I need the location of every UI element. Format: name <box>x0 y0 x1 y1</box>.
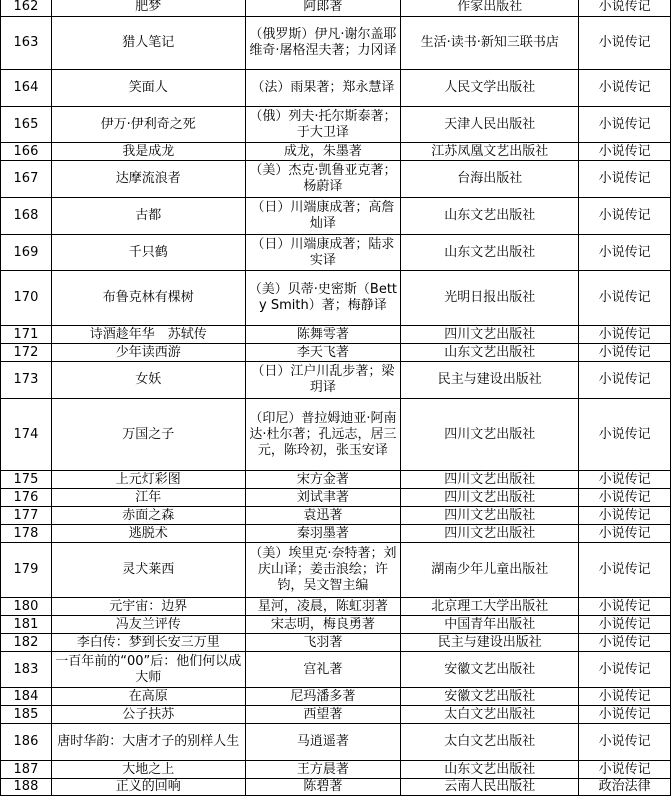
author-cell: （日）川端康成著；陆求实译 <box>245 235 401 271</box>
title-cell: 诗酒趁年华 苏轼传 <box>51 326 245 344</box>
author-cell: 袁迅著 <box>245 507 401 525</box>
author-cell: 西望著 <box>245 706 401 724</box>
no-cell: 165 <box>1 107 52 143</box>
category-cell: 小说传记 <box>579 399 671 471</box>
table-row <box>1 198 671 235</box>
category-cell: 小说传记 <box>579 0 671 17</box>
publisher-cell: 安徽文艺出版社 <box>401 652 579 688</box>
no-cell: 177 <box>1 507 52 525</box>
table-row <box>1 161 671 198</box>
category-cell: 小说传记 <box>579 761 671 779</box>
publisher-cell: 四川文艺出版社 <box>401 399 579 471</box>
publisher-cell: 作家出版社 <box>401 0 579 17</box>
category-cell: 小说传记 <box>579 543 671 598</box>
no-cell: 180 <box>1 598 52 616</box>
author-cell: （法）雨果著；郑永慧译 <box>245 70 401 107</box>
author-cell: （俄罗斯）伊凡·谢尔盖耶维奇·屠格涅夫著；力冈译 <box>245 17 401 70</box>
author-cell: 阿郎著 <box>245 0 401 17</box>
publisher-cell: 四川文艺出版社 <box>401 525 579 543</box>
no-cell: 185 <box>1 706 52 724</box>
title-cell: 女妖 <box>51 362 245 399</box>
publisher-cell: 湖南少年儿童出版社 <box>401 543 579 598</box>
no-cell: 169 <box>1 235 52 271</box>
category-cell: 小说传记 <box>579 326 671 344</box>
no-cell: 187 <box>1 761 52 779</box>
no-cell: 167 <box>1 161 52 198</box>
publisher-cell: 民主与建设出版社 <box>401 634 579 652</box>
no-cell: 175 <box>1 471 52 489</box>
category-cell: 小说传记 <box>579 688 671 706</box>
no-cell: 173 <box>1 362 52 399</box>
category-cell: 小说传记 <box>579 652 671 688</box>
publisher-cell: 山东文艺出版社 <box>401 198 579 235</box>
table-row <box>1 362 671 399</box>
table-row <box>1 724 671 761</box>
no-cell: 181 <box>1 616 52 634</box>
table-row <box>1 634 671 652</box>
author-cell: （印尼）普拉姆迪亚·阿南达·杜尔著；孔远志，居三元，陈玲初，张玉安译 <box>245 399 401 471</box>
table-row <box>1 17 671 70</box>
table-row <box>1 399 671 471</box>
publisher-cell: 四川文艺出版社 <box>401 507 579 525</box>
publisher-cell: 四川文艺出版社 <box>401 326 579 344</box>
publisher-cell: 天津人民出版社 <box>401 107 579 143</box>
title-cell: 在高原 <box>51 688 245 706</box>
category-cell: 小说传记 <box>579 507 671 525</box>
table-row <box>1 143 671 161</box>
table-row <box>1 507 671 525</box>
table-row <box>1 779 671 796</box>
table-body <box>1 0 671 796</box>
table-row <box>1 652 671 688</box>
author-cell: （俄）列夫·托尔斯泰著；于大卫译 <box>245 107 401 143</box>
author-cell: （美）埃里克·奈特著；刘庆山译；姜击浪绘；许钧，吴文智主编 <box>245 543 401 598</box>
author-cell: 星河，凌晨，陈虹羽著 <box>245 598 401 616</box>
title-cell: 少年读西游 <box>51 344 245 362</box>
category-cell: 小说传记 <box>579 489 671 507</box>
author-cell: 宫礼著 <box>245 652 401 688</box>
category-cell: 小说传记 <box>579 235 671 271</box>
no-cell: 186 <box>1 724 52 761</box>
table-row <box>1 525 671 543</box>
author-cell: 飞羽著 <box>245 634 401 652</box>
publisher-cell: 安徽文艺出版社 <box>401 688 579 706</box>
category-cell: 小说传记 <box>579 471 671 489</box>
no-cell: 172 <box>1 344 52 362</box>
title-cell: 我是成龙 <box>51 143 245 161</box>
no-cell: 174 <box>1 399 52 471</box>
category-cell: 小说传记 <box>579 616 671 634</box>
publisher-cell: 中国青年出版社 <box>401 616 579 634</box>
author-cell: （美）贝蒂·史密斯（Betty Smith）著；梅静译 <box>245 271 401 326</box>
publisher-cell: 民主与建设出版社 <box>401 362 579 399</box>
table-row <box>1 598 671 616</box>
table-row <box>1 706 671 724</box>
publisher-cell: 光明日报出版社 <box>401 271 579 326</box>
no-cell: 182 <box>1 634 52 652</box>
title-cell: 灵犬莱西 <box>51 543 245 598</box>
title-cell: 公子扶苏 <box>51 706 245 724</box>
title-cell: 江年 <box>51 489 245 507</box>
publisher-cell: 四川文艺出版社 <box>401 489 579 507</box>
category-cell: 小说传记 <box>579 525 671 543</box>
title-cell: 上元灯彩图 <box>51 471 245 489</box>
category-cell: 小说传记 <box>579 724 671 761</box>
title-cell: 达摩流浪者 <box>51 161 245 198</box>
table-row <box>1 235 671 271</box>
title-cell: 笑面人 <box>51 70 245 107</box>
no-cell: 162 <box>1 0 52 17</box>
author-cell: 刘试聿著 <box>245 489 401 507</box>
title-cell: 冯友兰评传 <box>51 616 245 634</box>
no-cell: 176 <box>1 489 52 507</box>
table-row <box>1 616 671 634</box>
category-cell: 小说传记 <box>579 271 671 326</box>
category-cell: 小说传记 <box>579 198 671 235</box>
title-cell: 唐时华韵：大唐才子的别样人生 <box>51 724 245 761</box>
title-cell: 赤面之森 <box>51 507 245 525</box>
title-cell: 肥梦 <box>51 0 245 17</box>
publisher-cell: 江苏凤凰文艺出版社 <box>401 143 579 161</box>
title-cell: 元宇宙：边界 <box>51 598 245 616</box>
no-cell: 179 <box>1 543 52 598</box>
no-cell: 184 <box>1 688 52 706</box>
publisher-cell: 人民文学出版社 <box>401 70 579 107</box>
no-cell: 170 <box>1 271 52 326</box>
author-cell: （日）江户川乱步著；梁玥译 <box>245 362 401 399</box>
table-row <box>1 543 671 598</box>
author-cell: 王方晨著 <box>245 761 401 779</box>
no-cell: 188 <box>1 779 52 796</box>
author-cell: 宋志明，梅良勇著 <box>245 616 401 634</box>
category-cell: 小说传记 <box>579 70 671 107</box>
title-cell: 布鲁克林有棵树 <box>51 271 245 326</box>
publisher-cell: 北京理工大学出版社 <box>401 598 579 616</box>
author-cell: （美）杰克·凯鲁亚克著；杨蔚译 <box>245 161 401 198</box>
category-cell: 小说传记 <box>579 344 671 362</box>
no-cell: 166 <box>1 143 52 161</box>
category-cell: 小说传记 <box>579 107 671 143</box>
category-cell: 小说传记 <box>579 17 671 70</box>
title-cell: 大地之上 <box>51 761 245 779</box>
category-cell: 小说传记 <box>579 598 671 616</box>
publisher-cell: 云南人民出版社 <box>401 779 579 796</box>
category-cell: 小说传记 <box>579 161 671 198</box>
author-cell: 秦羽墨著 <box>245 525 401 543</box>
category-cell: 小说传记 <box>579 362 671 399</box>
title-cell: 猎人笔记 <box>51 17 245 70</box>
table-row <box>1 0 671 17</box>
title-cell: 逃脱术 <box>51 525 245 543</box>
no-cell: 168 <box>1 198 52 235</box>
table-row <box>1 761 671 779</box>
table-row <box>1 688 671 706</box>
category-cell: 小说传记 <box>579 634 671 652</box>
publisher-cell: 四川文艺出版社 <box>401 471 579 489</box>
title-cell: 正义的回响 <box>51 779 245 796</box>
publisher-cell: 台海出版社 <box>401 161 579 198</box>
no-cell: 171 <box>1 326 52 344</box>
category-cell: 小说传记 <box>579 143 671 161</box>
table-row <box>1 326 671 344</box>
publisher-cell: 山东文艺出版社 <box>401 344 579 362</box>
author-cell: 宋方金著 <box>245 471 401 489</box>
publisher-cell: 太白文艺出版社 <box>401 724 579 761</box>
publisher-cell: 山东文艺出版社 <box>401 761 579 779</box>
title-cell: 千只鹤 <box>51 235 245 271</box>
category-cell: 政治法律 <box>579 779 671 796</box>
author-cell: 成龙，朱墨著 <box>245 143 401 161</box>
publisher-cell: 生活·读书·新知三联书店 <box>401 17 579 70</box>
table-row <box>1 107 671 143</box>
category-cell: 小说传记 <box>579 706 671 724</box>
publisher-cell: 太白文艺出版社 <box>401 706 579 724</box>
title-cell: 万国之子 <box>51 399 245 471</box>
author-cell: （日）川端康成著；高詹灿译 <box>245 198 401 235</box>
no-cell: 164 <box>1 70 52 107</box>
table-row <box>1 344 671 362</box>
table-row <box>1 489 671 507</box>
title-cell: 李白传：梦到长安三万里 <box>51 634 245 652</box>
no-cell: 183 <box>1 652 52 688</box>
author-cell: 陈碧著 <box>245 779 401 796</box>
publisher-cell: 山东文艺出版社 <box>401 235 579 271</box>
no-cell: 163 <box>1 17 52 70</box>
no-cell: 178 <box>1 525 52 543</box>
table-row <box>1 70 671 107</box>
author-cell: 马逍遥著 <box>245 724 401 761</box>
title-cell: 一百年前的“00”后：他们何以成大师 <box>51 652 245 688</box>
title-cell: 古都 <box>51 198 245 235</box>
title-cell: 伊万·伊利奇之死 <box>51 107 245 143</box>
table-row <box>1 271 671 326</box>
table-row <box>1 471 671 489</box>
author-cell: 李天飞著 <box>245 344 401 362</box>
author-cell: 陈舞雩著 <box>245 326 401 344</box>
author-cell: 尼玛潘多著 <box>245 688 401 706</box>
